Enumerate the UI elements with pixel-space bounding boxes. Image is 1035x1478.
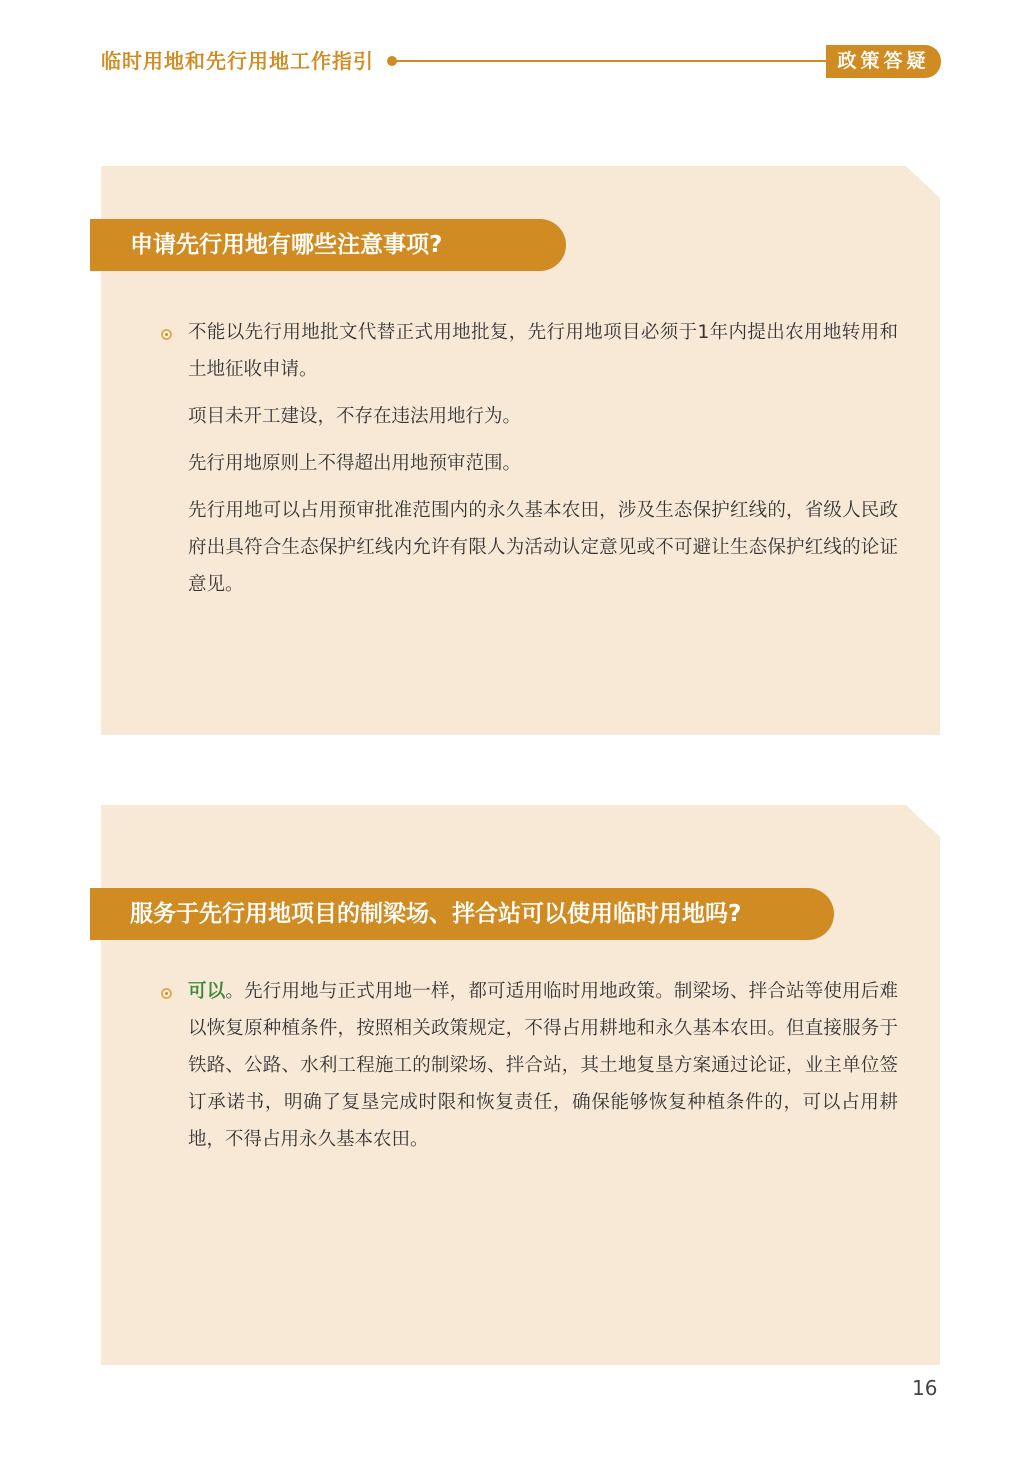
section-tag-badge: 政策答疑 [826,45,941,78]
question-banner-1: 申请先行用地有哪些注意事项? [90,219,566,271]
bullet-icon [161,988,172,999]
page-number: 16 [912,1376,938,1400]
document-header-title: 临时用地和先行用地工作指引 [101,49,374,73]
answer-paragraph: 不能以先行用地批文代替正式用地批复，先行用地项目必须于1年内提出农用地转用和土地征收申请。 [188,322,898,380]
answer-paragraph: 项目未开工建设，不存在违法用地行为。 [188,406,522,427]
bullet-icon [161,329,172,340]
answer-body-2 [188,973,898,1168]
question-banner-2: 服务于先行用地项目的制梁场、拌合站可以使用临时用地吗? [90,888,834,940]
answer-paragraph [188,973,898,1158]
answer-text: 。先行用地与正式用地一样，都可适用临时用地政策。制梁场、拌合站等使用后难以恢复原种植条件，按照相关政策规定，不得占用耕地和永久基本农田。但直接服务于铁路、公路、水利工程施工的制梁场、拌合站，其土地复垦方案通过论证，业主单位签订承诺书，明确了复垦完成时限和恢复责任，确保能够恢复种植条件的，可以占用耕地，不得占用永久基本农田。 [188,981,898,1150]
answer-paragraph: 先行用地可以占用预审批准范围内的永久基本农田，涉及生态保护红线的，省级人民政府出具符合生态保护红线内允许有限人为活动认定意见或不可避让生态保护红线的论证意见。 [188,500,898,595]
answer-highlight: 可以 [188,981,226,1002]
answer-paragraph: 先行用地原则上不得超出用地预审范围。 [188,453,522,474]
answer-body-1 [188,314,898,613]
header-divider-line [396,60,828,62]
